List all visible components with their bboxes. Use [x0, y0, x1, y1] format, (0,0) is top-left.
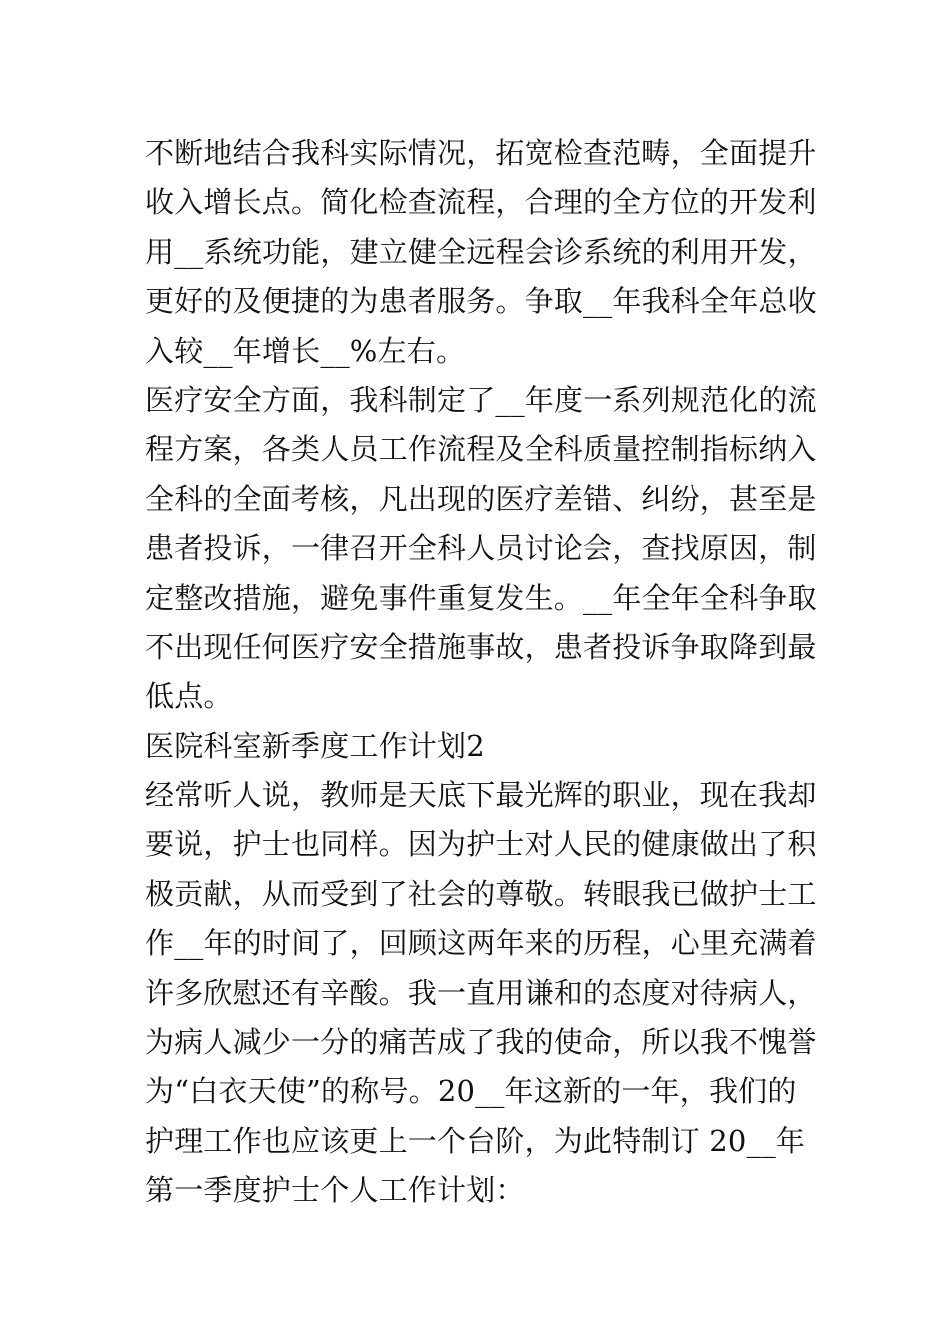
text-line: 全科的全面考核，凡出现的医疗差错、纠纷，甚至是 [145, 481, 817, 516]
document-body [145, 129, 817, 1216]
text-line: 不断地结合我科实际情况，拓宽检查范畴，全面提升 [145, 136, 817, 170]
text-line: 经常听人说，教师是天底下最光辉的职业，现在我却 [145, 778, 817, 813]
text-line: 程方案，各类人员工作流程及全科质量控制指标纳入 [145, 432, 817, 467]
text-line: 医疗安全方面，我科制定了__年度一系列规范化的流 [145, 382, 817, 417]
text-line: 用__系统功能，建立健全远程会诊系统的利用开发， [145, 234, 817, 269]
text-line: 不出现任何医疗安全措施事故，患者投诉争取降到最 [145, 629, 817, 664]
text-line: 要说，护士也同样。因为护士对人民的健康做出了积 [145, 827, 817, 862]
text-line: 定整改措施，避免事件重复发生。__年全年全科争取 [145, 580, 817, 615]
text-line: 更好的及便捷的为患者服务。争取__年我科全年总收 [145, 284, 817, 319]
text-line: 患者投诉，一律召开全科人员讨论会，查找原因，制 [145, 531, 817, 566]
text-line: 为病人减少一分的痛苦成了我的使命，所以我不愧誉 [145, 1025, 817, 1060]
text-line: 收入增长点。简化检查流程，合理的全方位的开发利 [145, 185, 817, 220]
text-line: 为“白衣天使”的称号。20__年这新的一年，我们的 [145, 1074, 797, 1109]
text-line: 许多欣慰还有辛酸。我一直用谦和的态度对待病人， [145, 975, 817, 1010]
section-heading: 医院科室新季度工作计划2 [145, 728, 485, 763]
text-line: 第一季度护士个人工作计划： [145, 1173, 525, 1208]
text-line: 护理工作也应该更上一个台阶，为此特制订 20__年 [145, 1123, 806, 1158]
text-line: 入较__年增长__%左右。 [145, 333, 466, 368]
text-line: 极贡献，从而受到了社会的尊敬。转眼我已做护士工 [145, 876, 817, 911]
text-line: 作__年的时间了，回顾这两年来的历程，心里充满着 [145, 926, 817, 961]
text-line: 低点。 [145, 679, 233, 714]
